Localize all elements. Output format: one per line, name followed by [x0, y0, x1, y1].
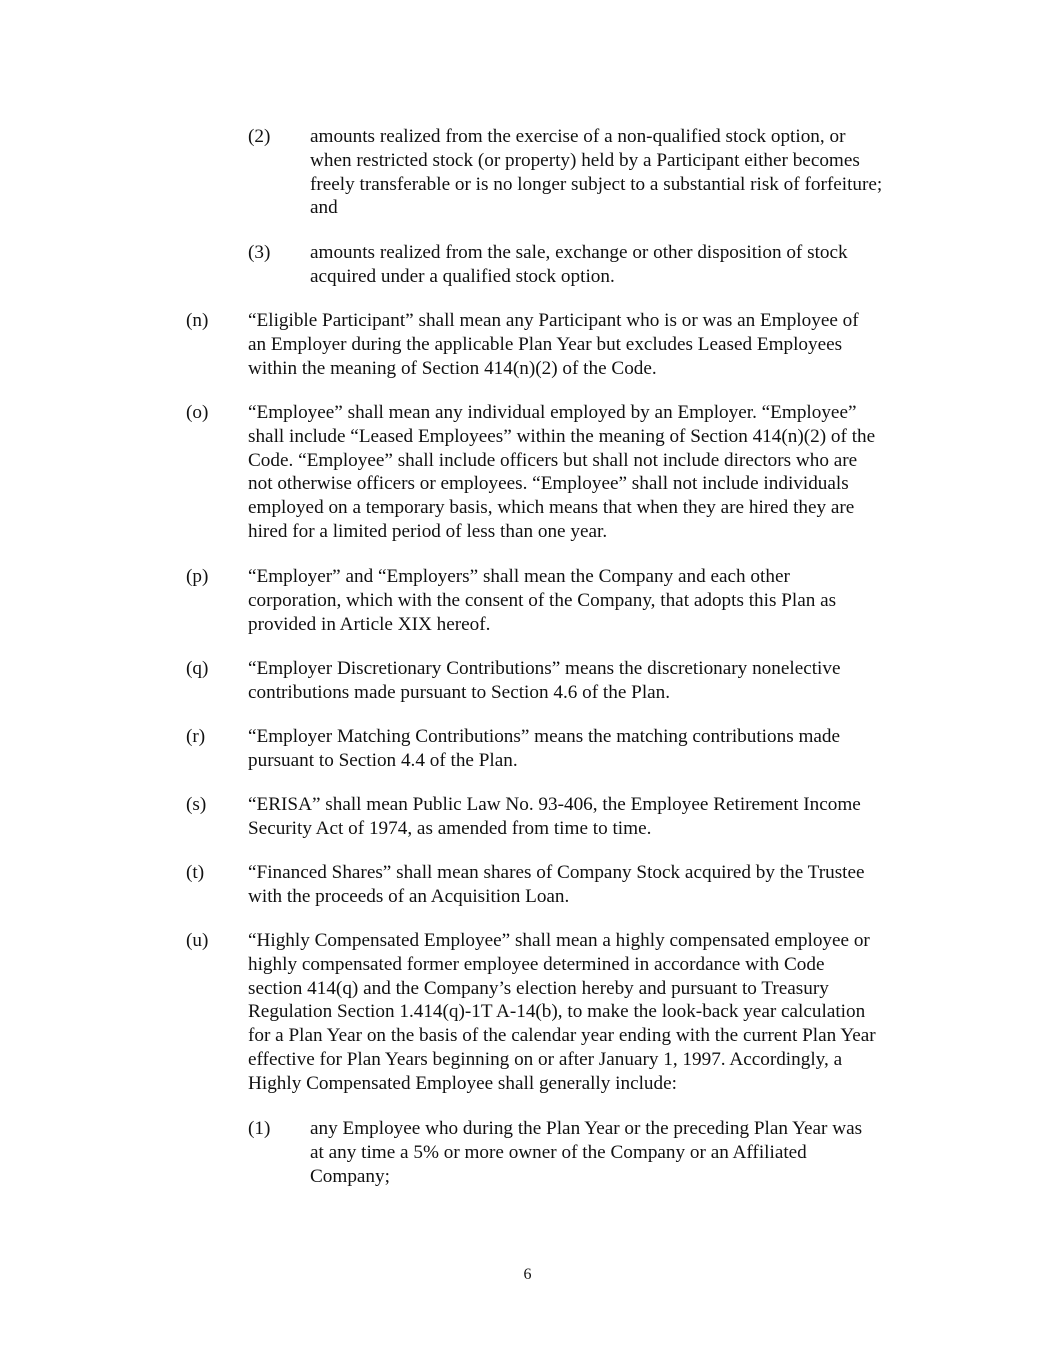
clause-label: (3) — [248, 242, 271, 263]
text-line: “Eligible Participant” shall mean any Participant who is or was an Employee of — [248, 310, 859, 331]
text-line: when restricted stock (or property) held by a Participant either becomes — [310, 149, 860, 171]
clause-text — [248, 565, 836, 636]
text-line: freely transferable or is no longer subject to a substantial risk of forfeiture; — [310, 173, 883, 195]
text-line: shall include “Leased Employees” within the meaning of Section 414(n)(2) of the — [248, 425, 876, 447]
clause-text — [248, 309, 859, 380]
text-line: Code. “Employee” shall include officers but shall not include directors who are — [248, 449, 858, 471]
clause-text — [310, 241, 848, 289]
clause-label: (r) — [186, 726, 206, 747]
clause-text — [248, 401, 875, 544]
text-line: provided in Article XIX hereof. — [248, 613, 491, 635]
text-line: section 414(q) and the Company’s election hereby and pursuant to Treasury — [248, 977, 829, 999]
text-line: hired for a limited period of less than one year. — [248, 520, 608, 542]
text-line: Highly Compensated Employee shall generally include: — [248, 1072, 677, 1094]
text-line: “ERISA” shall mean Public Law No. 93-406, the Employee Retirement Income — [248, 794, 861, 815]
clause-text — [310, 1117, 862, 1188]
clause-label: (n) — [186, 310, 209, 331]
clause-label: (u) — [186, 930, 209, 951]
page-number: 6 — [523, 1266, 532, 1283]
text-line: Company; — [310, 1165, 390, 1187]
clause-label: (2) — [248, 126, 271, 147]
text-line: amounts realized from the sale, exchange or other disposition of stock — [310, 242, 848, 263]
text-line: “Financed Shares” shall mean shares of Company Stock acquired by the Trustee — [248, 862, 865, 883]
text-line: acquired under a qualified stock option. — [310, 265, 615, 287]
text-line: any Employee who during the Plan Year or the preceding Plan Year was — [310, 1118, 863, 1139]
text-line: “Employer” and “Employers” shall mean the Company and each other — [248, 566, 790, 587]
clause-text — [248, 793, 861, 841]
text-line: Regulation Section 1.414(q)-1T A-14(b), to make the look-back year calculation — [248, 1001, 866, 1023]
text-line: not otherwise officers or employees. “Employee” shall not include individuals — [248, 473, 849, 495]
clause-text — [248, 861, 865, 909]
text-line: “Employer Discretionary Contributions” means the discretionary nonelective — [248, 658, 841, 679]
text-line: corporation, which with the consent of the Company, that adopts this Plan as — [248, 589, 837, 611]
text-line: contributions made pursuant to Section 4.6 of the Plan. — [248, 681, 671, 703]
text-line: an Employer during the applicable Plan Year but excludes Leased Employees — [248, 333, 843, 355]
text-line: “Highly Compensated Employee” shall mean a highly compensated employee or — [248, 930, 870, 951]
clause-label: (o) — [186, 402, 209, 423]
text-line: at any time a 5% or more owner of the Company or an Affiliated — [310, 1141, 807, 1163]
text-line: within the meaning of Section 414(n)(2) of the Code. — [248, 357, 657, 379]
clause-text — [248, 725, 840, 773]
text-line: effective for Plan Years beginning on or after January 1, 1997. Accordingly, a — [248, 1048, 843, 1070]
text-line: “Employee” shall mean any individual employed by an Employer. “Employee” — [248, 402, 857, 423]
text-line: for a Plan Year on the basis of the calendar year ending with the current Plan Year — [248, 1025, 876, 1047]
text-line: “Employer Matching Contributions” means the matching contributions made — [248, 726, 841, 747]
clause-text — [310, 125, 882, 220]
text-line: employed on a temporary basis, which means that when they are hired they are — [248, 497, 855, 519]
clause-label: (t) — [186, 862, 205, 883]
text-line: highly compensated former employee determined in accordance with Code — [248, 953, 825, 975]
clause-text — [248, 929, 876, 1096]
clause-text — [248, 657, 841, 705]
text-line: amounts realized from the exercise of a non-qualified stock option, or — [310, 126, 846, 147]
text-line: pursuant to Section 4.4 of the Plan. — [248, 749, 518, 771]
clause-label: (p) — [186, 566, 209, 587]
text-line: Security Act of 1974, as amended from time to time. — [248, 817, 652, 839]
clause-label: (q) — [186, 658, 209, 679]
clause-label: (1) — [248, 1118, 271, 1139]
text-line: with the proceeds of an Acquisition Loan. — [248, 885, 570, 907]
clause-label: (s) — [186, 794, 207, 815]
text-line: and — [310, 197, 338, 219]
